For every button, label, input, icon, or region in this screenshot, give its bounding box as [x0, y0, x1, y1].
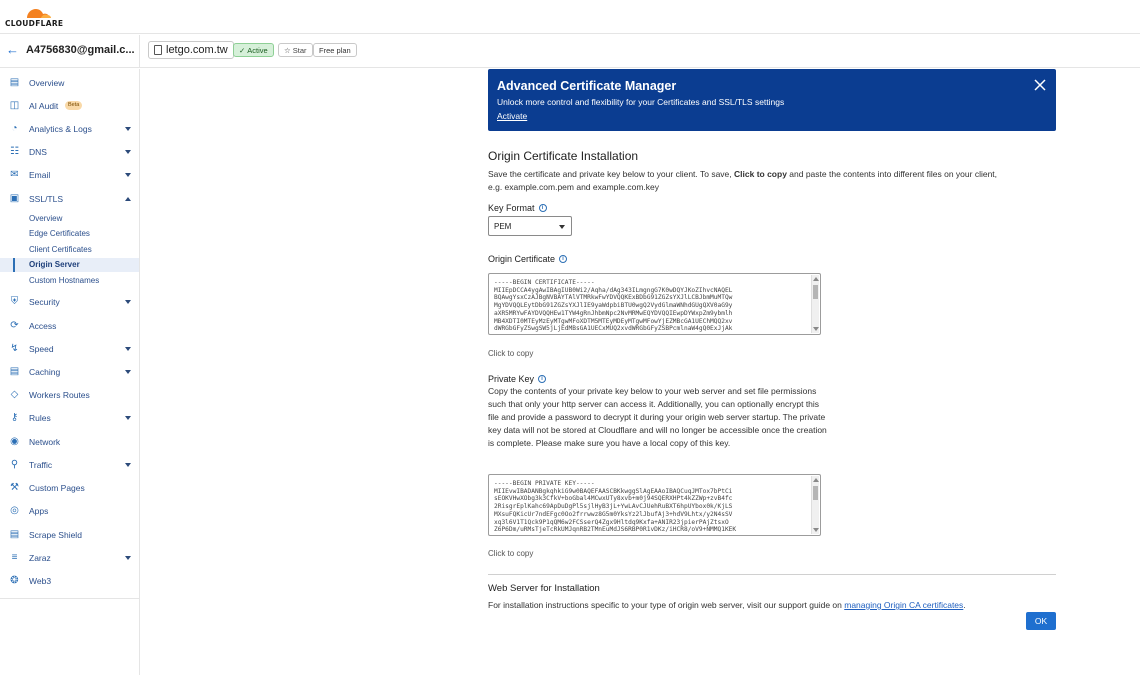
sidebar-subitem-ssl-overview[interactable]	[0, 212, 139, 226]
sidebar-item-apps[interactable]	[0, 501, 139, 521]
chevron-down-icon	[125, 127, 131, 131]
check-icon: ✓	[239, 45, 246, 55]
sidebar-item-label: Workers Routes	[29, 390, 90, 400]
sidebar-item-security[interactable]	[0, 292, 139, 312]
email-icon: ✉	[10, 169, 19, 180]
sidebar-item-label: Network	[29, 437, 61, 447]
sidebar-item-label: Analytics & Logs	[29, 124, 92, 134]
sidebar-subitem-custom-hostnames[interactable]	[0, 274, 139, 288]
chevron-down-icon	[559, 225, 565, 229]
sidebar-item-dns[interactable]	[0, 142, 139, 162]
chevron-down-icon	[125, 300, 131, 304]
star-label: Star	[292, 45, 307, 55]
sidebar-item-scrape-shield[interactable]	[0, 525, 139, 545]
access-icon: ⟳	[10, 320, 19, 331]
origin-certificate-textarea[interactable]	[488, 273, 821, 335]
intro-text-part: and paste the contents into different files on your client,	[786, 169, 998, 179]
chevron-up-icon	[125, 197, 131, 201]
scroll-up-icon	[813, 478, 819, 482]
private-key-label	[488, 374, 546, 384]
private-key-content: -----BEGIN PRIVATE KEY----- MIIEvwIBADANBgkqhkiG9w0BAQEFAASCBKkwggSlAgEAAoIBAQCuqJMTox7bPtCi sEOKVHwXObg3k3CfkV+boGbal4MCwxUTy8xvb+m0j94SQERXHPt4kZZWp+zvB4fc 2RisgrEplKahc69ApDuDgPl5sjlHyB3jL+YwLAvCJUehRuBXT6hpUYbox0k/KjLS MXsuFQKicUr7ndEFgc0Oo2frrwwz8G5m0YksYz2lJbufAj3+hdV9Lhtx/y2N4sSV xq3l6V1T1Qck9P1qQM6w2FCSserQ4Zgx9Hltdq9Kxfa+ANIR23jpierPAjZtsxO Z6P6Dm/uRMsTjeTcRkUMJqnRB2TMnEuMdJS6RBP0R1vDKz/iHCR8/oV9+NMMQ1KEK	[494, 480, 737, 534]
sidebar-item-caching[interactable]	[0, 362, 139, 382]
chevron-down-icon	[125, 463, 131, 467]
sidebar-item-label: Zaraz	[29, 553, 51, 563]
web-server-text	[488, 599, 1048, 612]
banner-text: Unlock more control and flexibility for your Certificates and SSL/TLS settings	[497, 97, 785, 107]
intro-text-line2: e.g. example.com.pem and example.com.key	[488, 182, 660, 192]
chevron-down-icon	[125, 173, 131, 177]
sidebar-item-overview[interactable]	[0, 73, 139, 93]
copy-private-key-link[interactable]: Click to copy	[488, 549, 534, 558]
apps-icon: ◎	[10, 505, 19, 516]
web-server-title: Web Server for Installation	[488, 583, 600, 594]
sidebar-item-custom-pages[interactable]	[0, 478, 139, 498]
document-icon: ▤	[9, 77, 20, 88]
lightning-icon: ↯	[10, 343, 19, 354]
sidebar-item-label: DNS	[29, 147, 47, 157]
location-pin-icon: ◉	[10, 436, 19, 447]
sidebar-item-speed[interactable]	[0, 339, 139, 359]
sidebar-item-ai-audit[interactable]	[0, 96, 139, 116]
key-format-label-text: Key Format	[488, 203, 535, 213]
key-format-value: PEM	[494, 222, 512, 231]
sidebar-item-workers-routes[interactable]	[0, 385, 139, 405]
divider	[139, 35, 140, 68]
document-icon	[154, 45, 162, 55]
shield-icon: ⛨	[10, 296, 19, 307]
sidebar-item-network[interactable]	[0, 432, 139, 452]
web3-icon: ❂	[10, 575, 19, 586]
sidebar-subitem-label: Origin Server	[29, 260, 80, 269]
sidebar-item-label: Overview	[29, 78, 65, 88]
page-title: Origin Certificate Installation	[488, 149, 639, 163]
sidebar-item-label: Apps	[29, 506, 49, 516]
intro-text-part: Save the certificate and private key below to your client. To save,	[488, 169, 735, 179]
key-format-label	[488, 203, 547, 213]
domain-selector[interactable]	[148, 41, 234, 59]
sidebar-item-label: Web3	[29, 576, 52, 586]
plan-badge	[313, 43, 357, 57]
zaraz-icon: ≡	[11, 552, 18, 563]
cloud-logo-icon	[5, 4, 67, 20]
rules-icon: ⚷	[10, 412, 19, 423]
banner-title: Advanced Certificate Manager	[497, 79, 677, 93]
chevron-down-icon	[125, 150, 131, 154]
sidebar-subitem-label: Overview	[29, 214, 63, 223]
sidebar-item-label: Security	[29, 297, 60, 307]
chevron-down-icon	[125, 416, 131, 420]
sidebar-item-email[interactable]	[0, 165, 139, 185]
analytics-icon: ◔	[11, 123, 18, 134]
sidebar-item-rules[interactable]	[0, 408, 139, 428]
sidebar-subitem-origin-server[interactable]	[0, 258, 139, 272]
top-bar	[0, 0, 1140, 34]
chevron-down-icon	[125, 370, 131, 374]
intro-bold: Click to copy	[734, 169, 787, 179]
info-icon[interactable]: i	[539, 204, 547, 212]
sidebar-item-label: Access	[29, 321, 57, 331]
ok-button[interactable]: OK	[1026, 612, 1056, 630]
private-key-textarea[interactable]	[488, 474, 821, 536]
plan-badge-label: Free plan	[319, 45, 351, 55]
sidebar-subitem-label: Custom Hostnames	[29, 276, 100, 285]
sidebar-divider	[0, 598, 139, 599]
sidebar-item-zaraz[interactable]	[0, 548, 139, 568]
star-icon: ☆	[284, 45, 291, 55]
sidebar-item-label: SSL/TLS	[29, 194, 64, 204]
private-key-description: Copy the contents of your private key below to your web server and set file permissions such that only your http server can access it. Additionally, you can optionally encrypt this file and provide a password to decrypt it during your origin web server startup. The private key data will not be stored at Cloudflare and will no longer be accessible once the creation is complete. Please make sure you have a local copy of this key.	[488, 386, 827, 448]
acm-banner	[488, 69, 1056, 131]
scrollbar[interactable]	[811, 476, 819, 534]
beta-badge: Beta	[65, 101, 82, 110]
info-icon[interactable]: i	[559, 255, 567, 263]
origin-certificate-content: -----BEGIN CERTIFICATE----- MIIEpDCCA4ygAwIBAgIUB0Wi2/Aqha/dAg343ILmgngG7K0wDQYJKoZIhvcNAQEL BQAwgYsxCzAJBgNVBAYTAlVTMRkwFwYDVQQKExBDbG91ZGZsYXJlLCBJbmMuMTQw MgYDVQQLEytDbG91ZGZsYXJlIE9yaWdpbiBTU0wgQ2VydGlmaWNhdGUgQXV0aG9y aXR5MRYwFAYDVQQHEw1TYW4gRnJhbmNpc2NvMRMwEQYDVQQIEwpDYWxpZm9ybmlh MB4XDTI0MTEyMzEyMTgwMFoXDTM5MTEyMDEyMTgwMFowYjEZMBcGA1UEChMQQ2xv dWRGbGFyZSwgSW5jLjEdMBsGA1UECxMUQ2xvdWRGbGFyZSBPcmlnaW4gQ0ExJjAk	[494, 279, 733, 333]
scroll-down-icon	[813, 528, 819, 532]
sidebar-item-label: Caching	[29, 367, 61, 377]
ai-audit-icon: ◫	[9, 100, 20, 111]
domain-name: letgo.com.tw	[166, 44, 228, 56]
scrape-shield-icon: ▤	[9, 529, 20, 540]
scroll-up-icon	[813, 277, 819, 281]
sidebar-item-traffic[interactable]	[0, 455, 139, 475]
copy-certificate-link[interactable]: Click to copy	[488, 349, 534, 358]
scroll-thumb[interactable]	[813, 285, 818, 299]
lock-icon: ▣	[9, 193, 20, 204]
sidebar-item-label: Email	[29, 170, 51, 180]
sidebar-subitem-label: Client Certificates	[29, 245, 92, 254]
wrench-icon: ⚒	[10, 482, 19, 493]
sidebar-item-access[interactable]	[0, 316, 139, 336]
key-format-select[interactable]	[488, 216, 572, 236]
info-icon[interactable]: i	[538, 375, 546, 383]
sidebar-item-ssl-tls[interactable]	[0, 189, 139, 209]
sidebar-item-web3[interactable]	[0, 571, 139, 591]
status-badge-label: Active	[247, 45, 268, 55]
sidebar	[0, 69, 140, 675]
dns-icon: ☷	[10, 146, 19, 157]
workers-icon: ◇	[10, 389, 19, 400]
scroll-thumb[interactable]	[813, 486, 818, 500]
traffic-icon: ⚲	[10, 459, 19, 470]
sidebar-item-label: Custom Pages	[29, 483, 85, 493]
sidebar-item-analytics[interactable]	[0, 119, 139, 139]
web-server-text-end: .	[963, 600, 966, 610]
origin-certificate-label-text: Origin Certificate	[488, 254, 556, 264]
status-badge	[233, 43, 274, 57]
caching-icon: ▤	[9, 366, 20, 377]
logo-text: CLOUDFLARE	[5, 19, 64, 28]
sidebar-item-label: Rules	[29, 413, 51, 423]
intro-text	[488, 168, 1056, 194]
managing-origin-ca-link[interactable]: managing Origin CA certificates	[844, 600, 964, 610]
sidebar-item-label: AI Audit	[29, 101, 59, 111]
close-icon[interactable]	[1033, 78, 1047, 92]
account-bar	[0, 35, 1140, 68]
back-arrow-icon[interactable]: ←	[6, 42, 19, 57]
private-key-label-text: Private Key	[488, 374, 535, 384]
sidebar-item-label: Scrape Shield	[29, 530, 82, 540]
sidebar-item-label: Traffic	[29, 460, 53, 470]
chevron-down-icon	[125, 347, 131, 351]
star-button[interactable]	[278, 43, 313, 57]
origin-certificate-label	[488, 254, 567, 264]
sidebar-item-label: Speed	[29, 344, 54, 354]
cloudflare-logo[interactable]	[5, 4, 67, 30]
sidebar-subitem-label: Edge Certificates	[29, 229, 90, 238]
scroll-down-icon	[813, 327, 819, 331]
sidebar-subitem-edge-certificates[interactable]	[0, 227, 139, 241]
sidebar-subitem-client-certificates[interactable]	[0, 243, 139, 257]
scrollbar[interactable]	[811, 275, 819, 333]
section-divider	[488, 574, 1056, 575]
account-name[interactable]: A4756830@gmail.c...	[26, 44, 135, 56]
web-server-text-part: For installation instructions specific to your type of origin web server, visit our support guide on	[488, 600, 845, 610]
chevron-down-icon	[125, 556, 131, 560]
activate-link[interactable]: Activate	[497, 111, 528, 121]
